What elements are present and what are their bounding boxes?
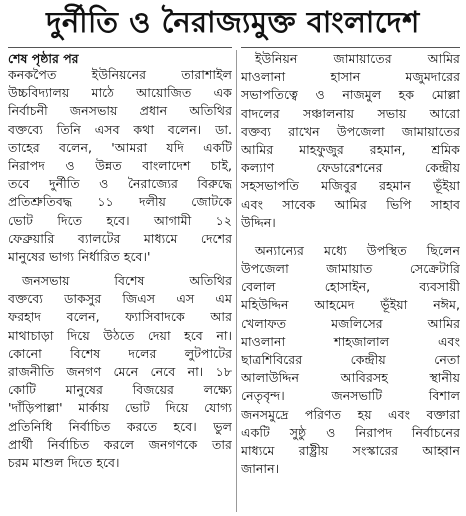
right-paragraph-1: [241, 50, 460, 232]
text-line: মাওলানা শাহজালাল এবং: [241, 333, 460, 349]
left-paragraph-2: [8, 272, 232, 472]
continued-label: শেষ পৃষ্ঠার পর: [8, 51, 79, 66]
text-line: 'দাঁড়িপাল্লা' মার্কায় ভোট দিয়ে যোগ্য: [8, 400, 232, 416]
headline-rule-right: [241, 47, 460, 48]
text-line: তবে দুর্নীতি ও নৈরাজ্যের বিরুদ্ধে: [8, 176, 232, 192]
text-line: জনসভায় বিশেষ অতিথির: [22, 273, 232, 289]
text-line: খেলাফত মজলিসের আমির: [241, 315, 460, 331]
text-line: মাওলানা হাসান মজুমদারের: [241, 69, 460, 85]
text-line: বক্তব্য রাখেন উপজেলা জামায়াতের: [241, 123, 460, 139]
text-line: প্রার্থী নির্বাচিত করলে জনগণকে তার: [8, 436, 232, 452]
text-line: কোটি মানুষের বিজয়ের লক্ষ্যে: [8, 382, 232, 398]
text-line: সহসভাপতি মজিবুর রহমান ভূঁইয়া: [241, 178, 460, 194]
text-line: এবং সাবেক আমির ভিপি সাহাব: [241, 196, 460, 212]
text-line: প্রতিশ্রুতিবদ্ধ ১১ দলীয় জোটকে: [8, 194, 232, 210]
text-line: তাহের বলেন, 'আমরা যদি একটি: [8, 139, 232, 155]
text-line: উচ্চবিদ্যালয় মাঠে আয়োজিত এক: [8, 85, 232, 101]
headline-rule-left: [8, 47, 232, 48]
text-line: আমির মাহফুজুর রহমান, শ্রমিক: [241, 141, 460, 157]
text-line: ভোট দিতে হবে। আগামী ১২: [8, 212, 232, 228]
text-line: জানান।: [241, 461, 280, 477]
text-line: বাদলের সঞ্চালনায় সভায় আরো: [241, 105, 460, 121]
text-line: রাজনীতি জনগণ মেনে নেবে না। ১৮: [8, 364, 232, 379]
text-line: জনসমুদ্রে পরিণত হয় এবং বক্তারা: [241, 406, 460, 422]
text-line: চরম মাশুল দিতে হবে।: [8, 454, 120, 470]
text-line: কনকপৈত ইউনিয়নের তারাশাইল: [8, 67, 232, 82]
text-line: কল্যাণ ফেডারেশনের কেন্দ্রীয়: [241, 160, 460, 176]
text-line: সভাপতিত্বে ও নাজমুল হক মোল্লা: [241, 87, 460, 103]
text-line: বক্তব্যে ডাকসুর জিএস এস এম: [8, 291, 232, 307]
text-line: আলাউদ্দিন আবিরসহ স্থানীয়: [241, 370, 460, 386]
text-line: নির্বাচনী জনসভায় প্রধান অতিথির: [8, 103, 232, 119]
text-line: ফরহাদ বলেন, ফ্যাসিবাদকে আর: [8, 309, 232, 325]
text-line: ফেব্রুয়ারি ব্যালটের মাধ্যমে দেশের: [8, 230, 232, 246]
left-paragraph-1: [8, 66, 232, 266]
text-line: উপজেলা জামায়াত সেক্রেটারি: [241, 261, 460, 277]
right-paragraph-2: [241, 242, 460, 478]
text-line: বেলাল হোসাইন, ব্যবসায়ী: [241, 279, 460, 295]
text-line: প্রতিনিধি নির্বাচিত করতে হবে। ভুল: [8, 418, 232, 434]
text-line: ইউনিয়ন জামায়াতের আমির: [255, 51, 460, 66]
text-line: একটি সুষ্ঠু ও নিরাপদ নির্বাচনের: [241, 424, 460, 440]
text-line: মানুষের ভাগ্য নির্ধারিত হবে।': [8, 248, 151, 264]
text-line: মহিউদ্দিন আহমেদ ভূঁইয়া নঈম,: [241, 297, 460, 313]
text-line: অন্যান্যের মধ্যে উপস্থিত ছিলেন: [255, 242, 460, 258]
text-line: মাথাচাড়া দিয়ে উঠতে দেয়া হবে না।: [8, 327, 232, 343]
column-divider: [236, 50, 237, 512]
text-line: বক্তব্যে তিনি এসব কথা বলেন। ডা.: [8, 121, 232, 137]
text-line: ছাত্রশিবিরের কেন্দ্রীয় নেতা: [241, 352, 460, 367]
text-line: নিরাপদ ও উন্নত বাংলাদেশ চাই,: [8, 157, 232, 173]
text-line: কোনো বিশেষ দলের লুটপাটের: [8, 345, 232, 361]
right-column: [241, 50, 460, 478]
headline: দুর্নীতি ও নৈরাজ্যমুক্ত বাংলাদেশ: [46, 4, 420, 39]
left-column: [8, 50, 232, 472]
paragraph-gap: [241, 232, 460, 242]
text-line: নেতৃবৃন্দ। জনসভাটি বিশাল: [241, 388, 460, 404]
text-line: মাধ্যমে রাষ্ট্রীয় সংস্কারের আহ্বান: [241, 442, 460, 458]
text-line: উদ্দিন।: [241, 214, 276, 230]
